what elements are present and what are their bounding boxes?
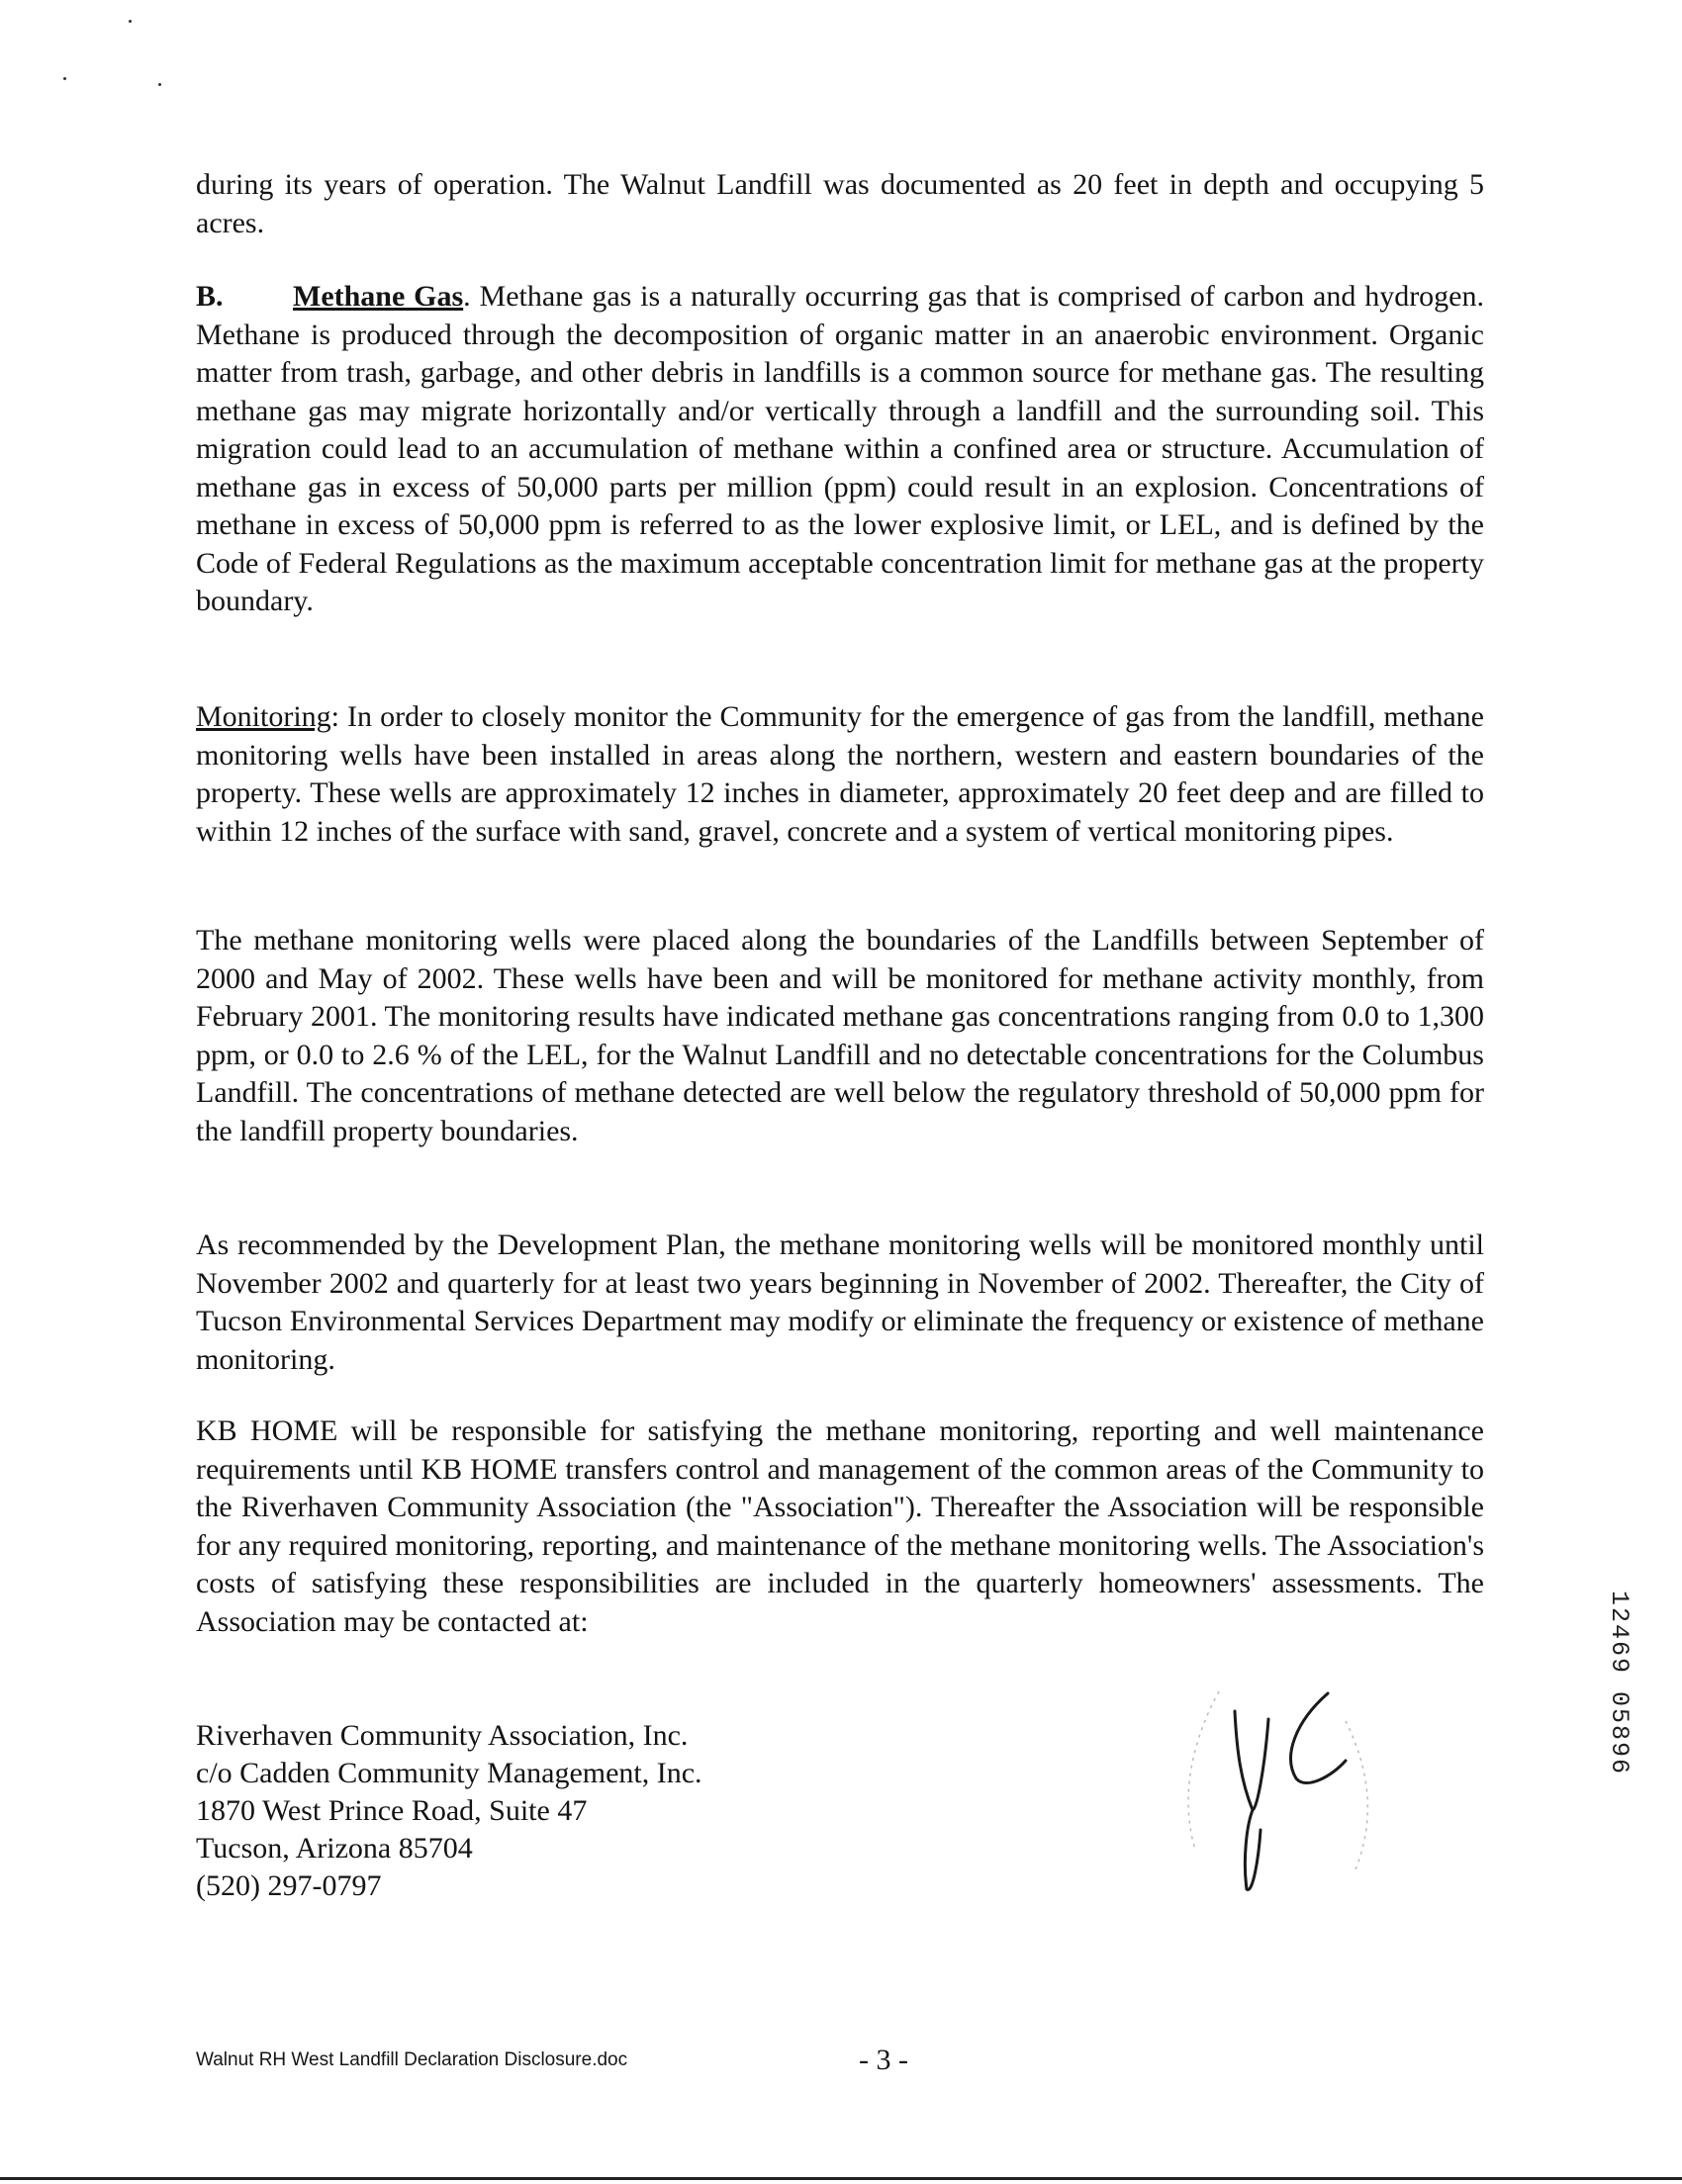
bates-stamp: 12469 05896	[1605, 1591, 1634, 1776]
address-phone: (520) 297-0797	[196, 1869, 382, 1902]
methane-body: . Methane gas is a naturally occurring gas that is comprised of carbon and hydrogen. Methane is produced through the decomposition of organic matter in an anaerobic environment. Organic matter from trash, garbage, and other debris in landfills is a common source for methane gas. The resulting methane gas may migrate horizontally and/or vertically through a landfill and the surrounding soil. This migration could lead to an accumulation of methane within a confined area or structure. Accumulation of methane gas in excess of 50,000 parts per million (ppm) could result in an explosion. Concentrations of methane in excess of 50,000 ppm is referred to as the lower explosive limit, or LEL, and is defined by the Code of Federal Regulations as the maximum acceptable concentration limit for methane gas at the property boundary.	[196, 280, 1484, 617]
paragraph-monitoring	[196, 698, 1484, 851]
paragraph-kb-home: KB HOME will be responsible for satisfying the methane monitoring, reporting and well maintenance requirements until KB HOME transfers control and management of the common areas of the Community to the Riverhaven Community Association (the "Association"). Thereafter the Association will be responsible for any required monitoring, reporting, and maintenance of the methane monitoring wells. The Association's costs of satisfying these responsibilities are included in the quarterly homeowners' assessments. The Association may be contacted at:	[196, 1414, 1484, 1638]
footer-filename: Walnut RH West Landfill Declaration Disclosure.doc	[196, 2049, 628, 2070]
paragraph-intro: during its years of operation. The Walnut Landfill was documented as 20 feet in depth and occupying 5 acres.	[196, 168, 1484, 239]
scan-edge-line	[0, 2177, 1682, 2180]
address-line: Riverhaven Community Association, Inc.	[196, 1719, 689, 1752]
monitoring-label: Monitoring	[196, 700, 331, 733]
scan-speck	[129, 20, 132, 23]
page-number: - 3 -	[859, 2044, 908, 2076]
scan-speck	[63, 77, 66, 80]
section-letter: B.	[196, 280, 224, 313]
address-line: c/o Cadden Community Management, Inc.	[196, 1757, 702, 1789]
paragraph-recommendation: As recommended by the Development Plan, the methane monitoring wells will be monitored monthly until November 2002 and quarterly for at least two years beginning in November of 2002. Thereafter, the City of Tucson Environmental Services Department may modify or eliminate the frequency or existence of methane monitoring.	[196, 1228, 1484, 1376]
association-address	[196, 1717, 702, 1905]
scan-speck	[158, 83, 161, 86]
paragraph-monitoring-results: The methane monitoring wells were placed along the boundaries of the Landfills between September of 2000 and May of 2002. These wells have been and will be monitored for methane activity monthly, from February 2001. The monitoring results have indicated methane gas concentrations ranging from 0.0 to 1,300 ppm, or 0.0 to 2.6 % of the LEL, for the Walnut Landfill and no detectable concentrations for the Columbus Landfill. The concentrations of methane detected are well below the regulatory threshold of 50,000 ppm for the landfill property boundaries.	[196, 924, 1484, 1147]
monitoring-body: : In order to closely monitor the Community for the emergence of gas from the landfill, methane monitoring wells have been installed in areas along the northern, western and eastern boundaries of the property. These wells are approximately 12 inches in diameter, approximately 20 feet deep and are filled to within 12 inches of the surface with sand, gravel, concrete and a system of vertical monitoring pipes.	[196, 700, 1484, 848]
paragraph-methane-gas	[196, 278, 1484, 621]
address-line: 1870 West Prince Road, Suite 47	[196, 1794, 588, 1827]
address-line: Tucson, Arizona 85704	[196, 1832, 473, 1865]
handwritten-initials	[1158, 1662, 1415, 1909]
section-title: Methane Gas	[293, 280, 464, 313]
